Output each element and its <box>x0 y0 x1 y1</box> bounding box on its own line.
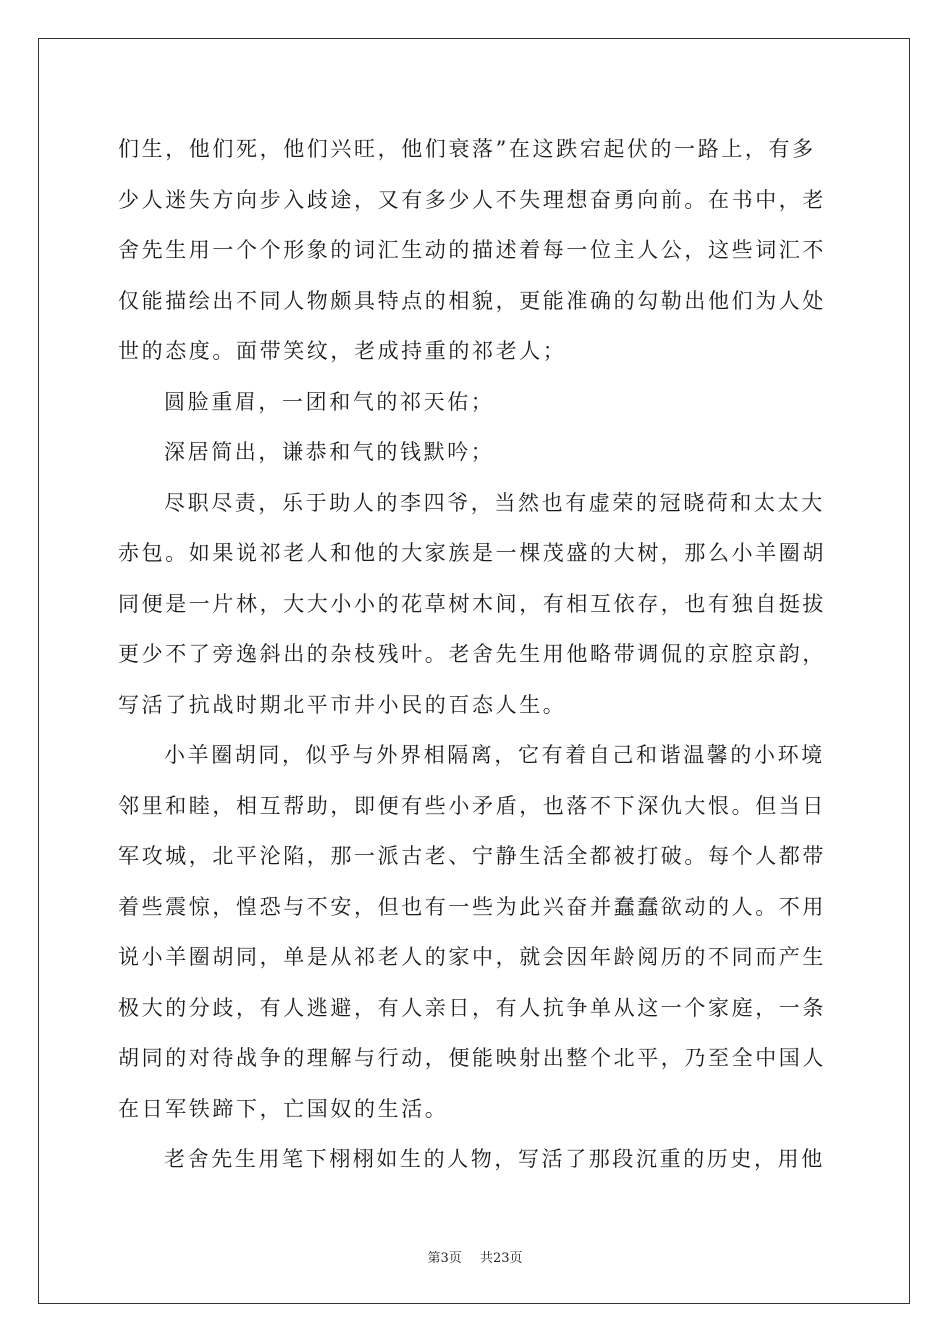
text-line: 胡同的对待战争的理解与行动，便能映射出整个北平，乃至全中国人 <box>118 1046 826 1070</box>
text-line: 小羊圈胡同，似乎与外界相隔离，它有着自己和谐温馨的小环境 <box>164 743 825 767</box>
document-body <box>118 124 832 1185</box>
current-page-label: 第3页 <box>427 1251 462 1266</box>
page-footer <box>0 1247 950 1266</box>
text-line: 在日军铁蹄下，亡国奴的生活。 <box>118 1096 449 1121</box>
text-line: 少人迷失方向步入歧途，又有多少人不失理想奋勇向前。在书中，老 <box>118 187 826 212</box>
total-pages-label: 共23页 <box>479 1251 523 1266</box>
text-line: 写活了抗战时期北平市井小民的百态人生。 <box>118 692 567 717</box>
text-line: 们生，他们死，他们兴旺，他们衰落”在这跌宕起伏的一路上，有多 <box>118 137 816 161</box>
text-line: 说小羊圈胡同，单是从祁老人的家中，就会因年龄阅历的不同而产生 <box>118 945 826 969</box>
text-line: 老舍先生用笔下栩栩如生的人物，写活了那段沉重的历史，用他 <box>164 1147 825 1171</box>
text-line: 极大的分歧，有人逃避，有人亲日，有人抗争单从这一个家庭，一条 <box>118 995 826 1020</box>
text-line: 着些震惊，惶恐与不安，但也有一些为此兴奋并蠢蠢欲动的人。不用 <box>118 894 826 919</box>
text-line: 仅能描绘出不同人物颇具特点的相貌，更能准确的勾勒出他们为人处 <box>118 288 826 313</box>
text-line: 尽职尽责，乐于助人的李四爷，当然也有虚荣的冠晓荷和太太大 <box>164 490 825 515</box>
text-line: 舍先生用一个个形象的词汇生动的描述着每一位主人公，这些词汇不 <box>118 238 826 262</box>
text-line: 赤包。如果说祁老人和他的大家族是一棵茂盛的大树，那么小羊圈胡 <box>118 541 826 565</box>
text-line: 军攻城，北平沦陷，那一派古老、宁静生活全都被打破。每个人都带 <box>118 844 826 868</box>
text-line: 世的态度。面带笑纹，老成持重的祁老人； <box>118 339 567 363</box>
text-line: 同便是一片林，大大小小的花草树木间，有相互依存，也有独自挺拔 <box>118 591 826 616</box>
text-line: 深居简出，谦恭和气的钱默吟； <box>164 440 495 464</box>
text-line: 圆脸重眉，一团和气的祁天佑； <box>164 389 495 414</box>
text-line: 邻里和睦，相互帮助，即便有些小矛盾，也落不下深仇大恨。但当日 <box>118 793 826 818</box>
text-line: 更少不了旁逸斜出的杂枝残叶。老舍先生用他略带调侃的京腔京韵， <box>118 642 826 666</box>
